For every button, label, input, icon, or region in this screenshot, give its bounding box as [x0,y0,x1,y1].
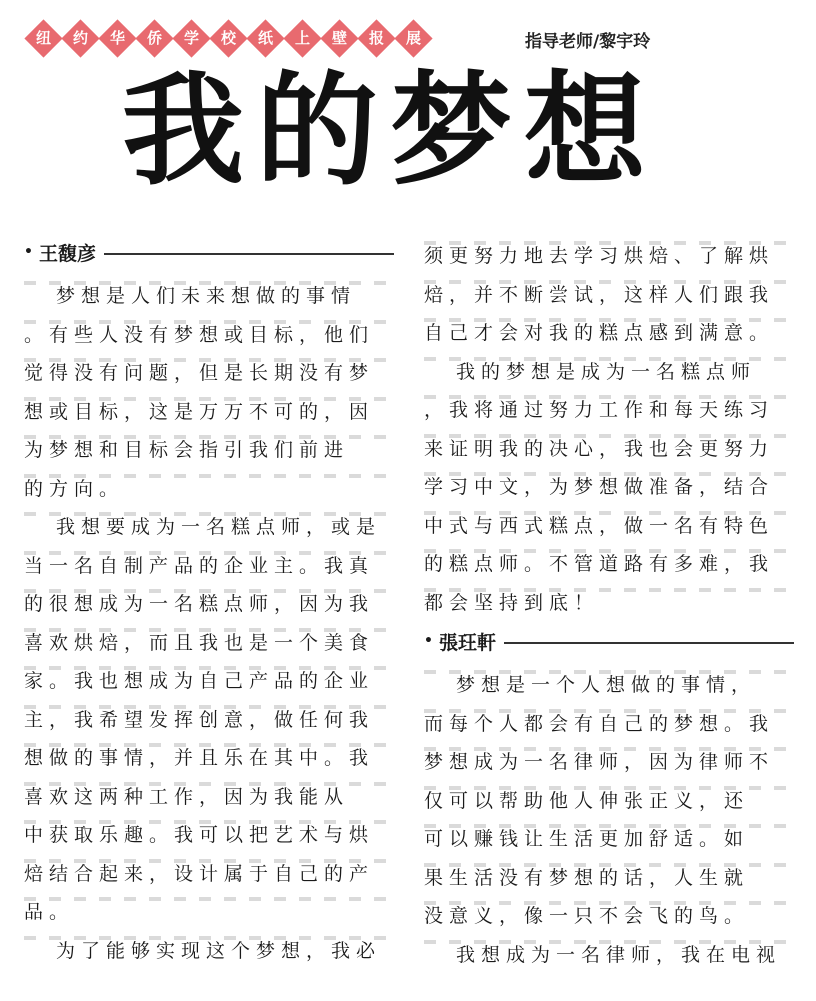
text-line: 中获取乐趣。我可以把艺术与烘 [24,811,394,850]
banner-char: 纸 [257,28,274,47]
text-line: 我的梦想是成为一名糕点师 [424,348,794,387]
text-line: 都会坚持到底！ [424,579,794,618]
banner-diamond [61,19,99,57]
text-line: 觉得没有问题，但是长期没有梦 [24,349,394,388]
text-line: 想或目标，这是万万不可的，因 [24,388,394,427]
author-rule [504,642,794,644]
banner-diamond [283,19,321,57]
banner-char: 纽 [35,28,52,47]
banner-char: 约 [72,28,89,47]
banner-char: 侨 [146,28,163,47]
page-title: 我的梦想 [122,60,658,202]
text-line: 喜欢烘焙，而且我也是一个美食 [24,619,394,658]
text-line: 喜欢这两种工作，因为我能从 [24,773,394,812]
text-line: 焙，并不断尝试，这样人们跟我 [424,271,794,310]
banner-char: 报 [368,28,385,47]
banner-char: 壁 [331,28,348,47]
banner-diamond [24,19,62,57]
text-line: 为梦想和目标会指引我们前进 [24,426,394,465]
text-line: 的很想成为一名糕点师，因为我 [24,580,394,619]
banner-diamond [209,19,247,57]
text-line: 的方向。 [24,465,394,504]
text-line: 自己才会对我的糕点感到满意。 [424,309,794,348]
essay-body-continued [424,232,794,617]
author-name: 王馥彦 [38,242,96,265]
banner-diamond [394,19,432,57]
text-line: 品。 [24,888,394,927]
author-heading [24,238,394,266]
bullet-icon: • [424,633,433,649]
left-column [24,232,394,965]
banner-char: 校 [220,28,237,47]
bullet-icon: • [24,244,33,260]
text-line: 焙结合起来，设计属于自己的产 [24,850,394,889]
text-line: 梦想是人们未来想做的事情 [24,272,394,311]
banner-diamond [98,19,136,57]
banner-diamond [135,19,173,57]
text-line: 的糕点师。不管道路有多难，我 [424,540,794,579]
banner-diamond [320,19,358,57]
author-name: 張玨軒 [438,631,496,654]
banner-diamond [172,19,210,57]
exhibition-banner [30,18,437,58]
advisor-credit: 指导老师/黎宇玲 [525,32,651,52]
banner-char: 展 [405,28,422,47]
text-line: 想做的事情，并且乐在其中。我 [24,734,394,773]
author-rule [104,253,394,255]
text-line: 当一名自制产品的企业主。我真 [24,542,394,581]
text-line: 家。我也想成为自己产品的企业 [24,657,394,696]
author-heading [424,627,794,655]
text-line: 学习中文，为梦想做准备，结合 [424,463,794,502]
text-line: 主，我希望发挥创意，做任何我 [24,696,394,735]
text-line: 梦想成为一名律师，因为律师不 [424,738,794,777]
text-line: 果生活没有梦想的话，人生就 [424,854,794,893]
essay-body [24,272,394,965]
text-line: ，我将通过努力工作和每天练习 [424,386,794,425]
text-line: 来证明我的决心，我也会更努力 [424,425,794,464]
text-line: 我想要成为一名糕点师，或是 [24,503,394,542]
text-line: 我想成为一名律师，我在电视 [424,931,794,970]
banner-char: 学 [183,28,200,47]
text-line: 为了能够实现这个梦想，我必 [24,927,394,966]
right-column [424,232,794,969]
text-line: 梦想是一个人想做的事情， [424,661,794,700]
text-line: 。有些人没有梦想或目标，他们 [24,311,394,350]
text-line: 须更努力地去学习烘焙、了解烘 [424,232,794,271]
banner-char: 华 [109,28,126,47]
banner-diamond [357,19,395,57]
banner-char: 上 [294,28,311,47]
banner-diamond [246,19,284,57]
essay-body [424,661,794,969]
text-line: 中式与西式糕点，做一名有特色 [424,502,794,541]
text-line: 仅可以帮助他人伸张正义，还 [424,777,794,816]
text-line: 没意义，像一只不会飞的鸟。 [424,892,794,931]
text-line: 可以赚钱让生活更加舒适。如 [424,815,794,854]
text-line: 而每个人都会有自己的梦想。我 [424,700,794,739]
